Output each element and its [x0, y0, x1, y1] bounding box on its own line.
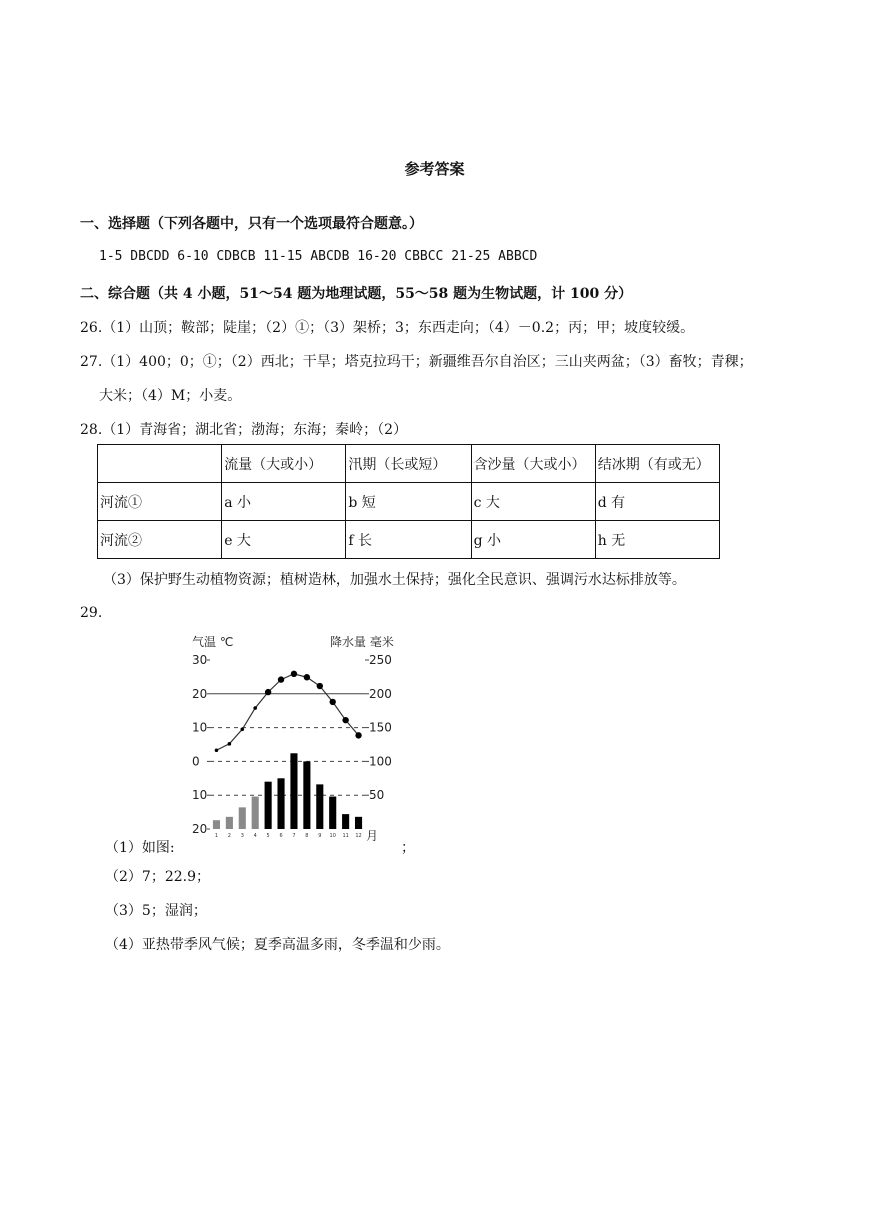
month-tick-label: 11: [342, 833, 349, 839]
temperature-point: [253, 706, 257, 710]
precipitation-bar: [252, 797, 259, 829]
temperature-line: [216, 674, 358, 750]
table-header-cell: 含沙量（大或小）: [471, 445, 595, 483]
precipitation-bar: [277, 778, 284, 829]
question-29-part4: （4）亚热带季风气候；夏季高温多雨，冬季温和少雨。: [105, 937, 450, 953]
month-tick-label: 12: [355, 833, 362, 839]
question-28-intro: 28.（1）青海省；湖北省；渤海；东海；秦岭；（2）: [80, 422, 408, 438]
x-unit-label: 月: [366, 829, 379, 843]
question-29-part2: （2）7；22.9；: [105, 869, 210, 885]
precipitation-bar: [213, 820, 220, 829]
section2-heading: 二、综合题（共 4 小题，51～54 题为地理试题，55～58 题为生物试题，计 100 分）: [80, 286, 633, 302]
right-tick-label: 150: [369, 720, 392, 735]
temperature-point: [342, 717, 348, 723]
page-title: 参考答案: [404, 160, 465, 178]
temperature-point: [265, 689, 271, 695]
table-cell: g 小: [471, 521, 595, 559]
table-header-row: [98, 445, 720, 483]
temperature-point: [228, 742, 232, 746]
precipitation-bar: [316, 784, 323, 829]
temperature-point: [317, 683, 323, 689]
climate-chart: [190, 632, 410, 844]
temperature-point: [215, 748, 219, 752]
temperature-point: [330, 699, 336, 705]
left-tick-label: 0: [192, 754, 200, 769]
table-cell: c 大: [471, 483, 595, 521]
precipitation-bar: [355, 817, 362, 829]
temperature-point: [240, 727, 244, 731]
precipitation-bar: [303, 761, 310, 829]
precipitation-bar: [290, 753, 297, 829]
precipitation-bar: [226, 817, 233, 829]
month-tick-label: 2: [227, 833, 231, 839]
month-tick-label: 9: [318, 833, 322, 839]
table-cell: 河流①: [98, 483, 222, 521]
table-cell: d 有: [595, 483, 719, 521]
table-header-cell: 结冰期（有或无）: [595, 445, 719, 483]
right-axis-label: 降水量 毫米: [330, 635, 394, 649]
question-26: 26.（1）山顶；鞍部；陡崖；（2）①；（3）架桥；3；东西走向；（4）－0.2；丙；甲；坡度较缓。: [80, 320, 695, 336]
month-tick-label: 4: [253, 833, 257, 839]
left-tick-label: 10: [192, 788, 208, 803]
table-cell: h 无: [595, 521, 719, 559]
month-tick-label: 8: [305, 833, 309, 839]
table-cell: a 小: [222, 483, 346, 521]
temperature-point: [291, 671, 297, 677]
table-header-cell: 汛期（长或短）: [346, 445, 471, 483]
month-tick-label: 7: [292, 833, 296, 839]
left-tick-label: 30: [192, 653, 208, 667]
section1-answers: 1-5 DBCDD 6-10 CDBCB 11-15 ABCDB 16-20 CBBCC 21-25 ABBCD: [99, 249, 538, 264]
right-tick-label: 250: [369, 653, 392, 667]
precipitation-bar: [265, 782, 272, 829]
temperature-point: [304, 674, 310, 680]
question-27-line2: 大米；（4）M；小麦。: [99, 388, 242, 404]
table-cell: b 短: [346, 483, 471, 521]
question-29-part1: （1）如图:: [105, 840, 175, 856]
temperature-point: [355, 732, 361, 738]
precipitation-bar: [329, 797, 336, 829]
left-axis-label: 气温 ℃: [192, 635, 234, 649]
left-tick-label: 20: [192, 822, 208, 836]
table-row: [98, 483, 720, 521]
question-28-part3: （3）保护野生动植物资源；植树造林，加强水土保持；强化全民意识、强调污水达标排放等。: [103, 572, 686, 588]
section1-heading: 一、选择题（下列各题中，只有一个选项最符合题意。）: [80, 216, 423, 232]
table-header-cell: [98, 445, 222, 483]
month-tick-label: 10: [329, 833, 336, 839]
right-tick-label: 100: [369, 754, 392, 769]
left-tick-label: 20: [192, 686, 208, 701]
question-29-part1-end: ；: [401, 840, 415, 856]
table-row: [98, 521, 720, 559]
month-tick-label: 1: [214, 833, 219, 839]
river-comparison-table: [97, 444, 720, 559]
right-tick-label: 200: [369, 686, 392, 701]
month-tick-label: 3: [240, 833, 244, 839]
table-cell: 河流②: [98, 521, 222, 559]
temperature-point: [278, 676, 284, 682]
month-tick-label: 5: [266, 833, 270, 839]
table-cell: f 长: [346, 521, 471, 559]
left-tick-label: 10: [192, 720, 208, 735]
table-cell: e 大: [222, 521, 346, 559]
question-27-line1: 27.（1）400；0；①；（2）西北；干旱；塔克拉玛干；新疆维吾尔自治区；三山夹两盆；（3）畜牧；青稞；: [80, 354, 753, 370]
precipitation-bar: [342, 814, 349, 829]
precipitation-bar: [239, 807, 246, 829]
table-header-cell: 流量（大或小）: [222, 445, 346, 483]
right-tick-label: 50: [369, 788, 385, 803]
question-29-part3: （3）5；湿润；: [105, 903, 207, 919]
question-29-number: 29.: [80, 605, 103, 621]
month-tick-label: 6: [279, 833, 283, 839]
